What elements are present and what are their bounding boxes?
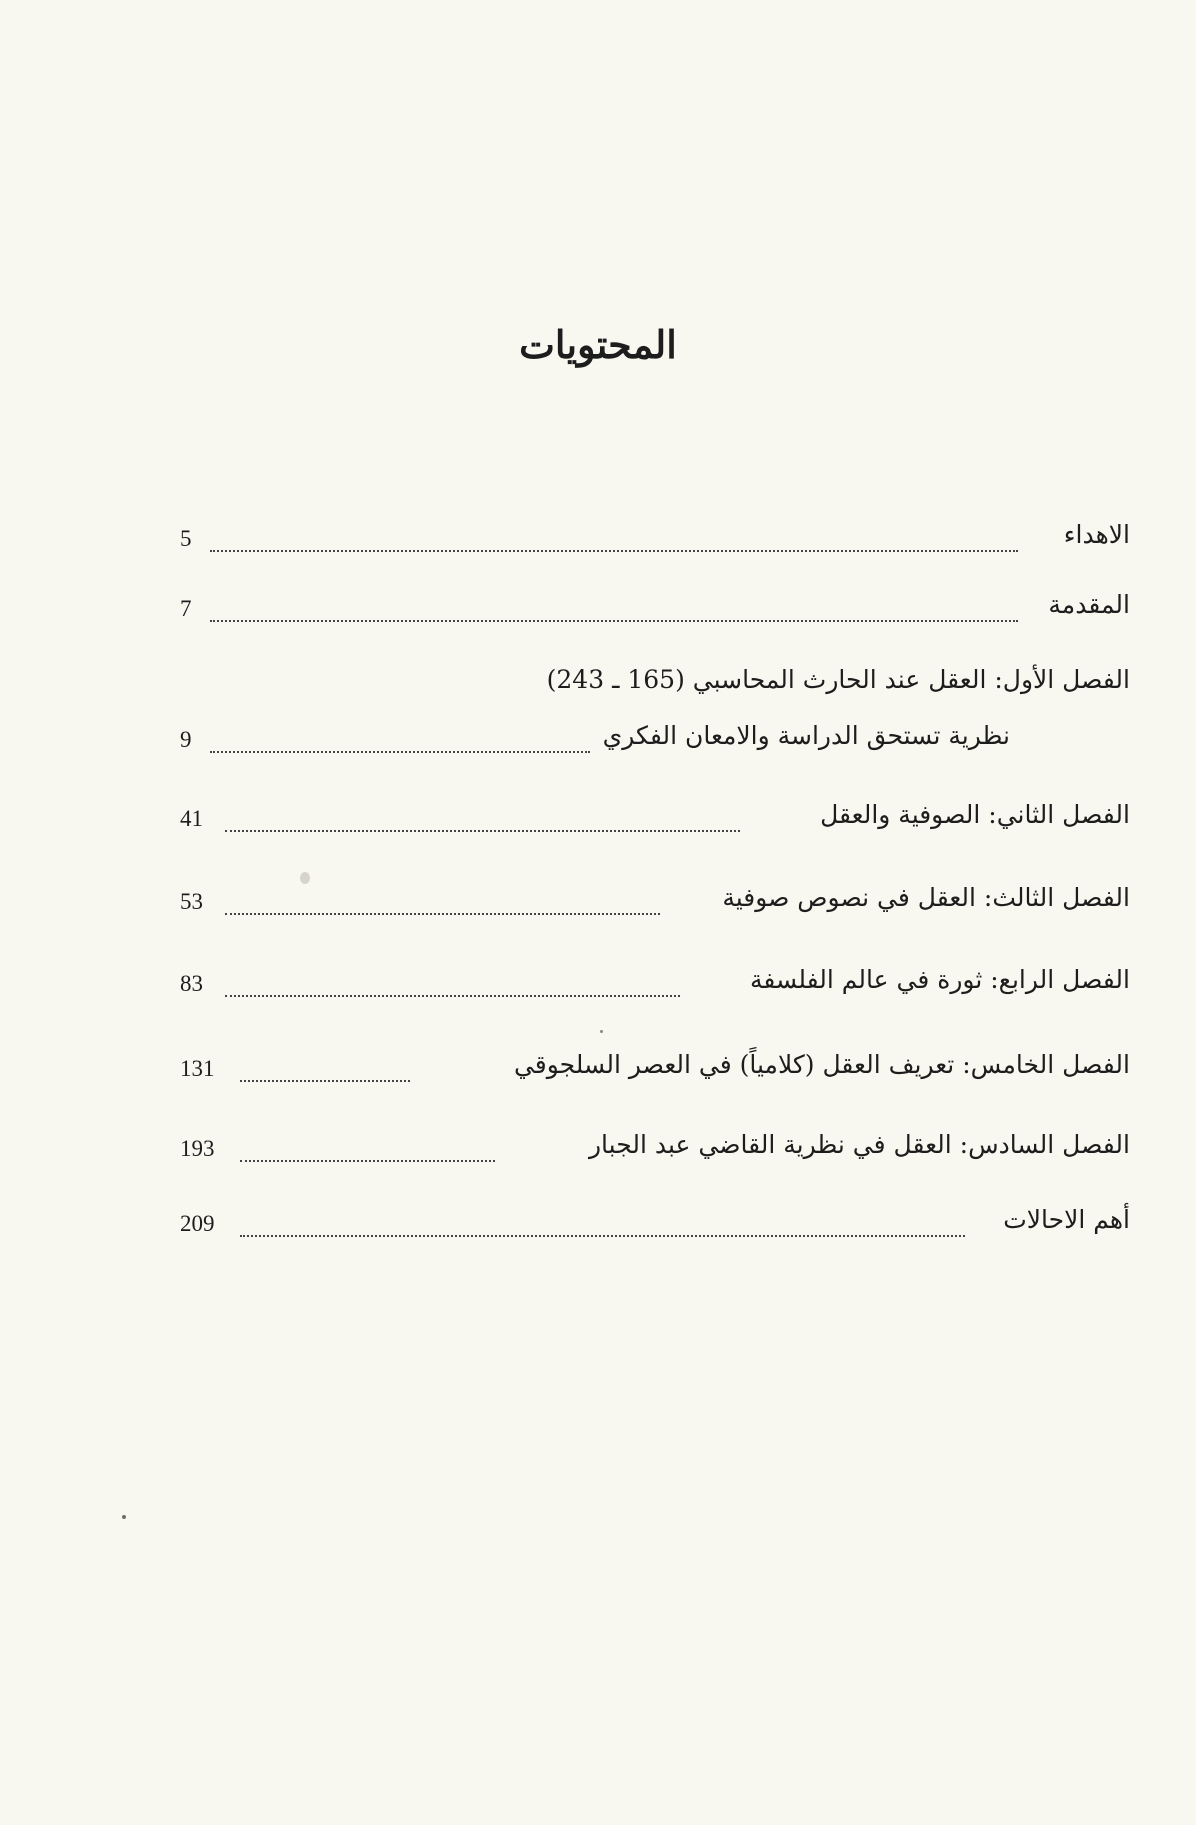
toc-page-number: 9 bbox=[180, 727, 192, 752]
toc-entry-label: المقدمة bbox=[1048, 590, 1130, 619]
toc-page-number: 41 bbox=[180, 806, 203, 831]
dot-leader bbox=[240, 1160, 495, 1162]
toc-entry-chapter-1[interactable] bbox=[180, 665, 1130, 705]
toc-entry-label: الاهداء bbox=[1063, 520, 1130, 549]
toc-page-number: 7 bbox=[180, 596, 192, 621]
toc-entry-label: الفصل الأول: العقل عند الحارث المحاسبي (165 ـ 243) bbox=[546, 665, 1130, 694]
toc-entry-label: أهم الاحالات bbox=[1003, 1205, 1130, 1234]
dot-leader bbox=[240, 1080, 410, 1082]
toc-entry-label: الفصل السادس: العقل في نظرية القاضي عبد الجبار bbox=[588, 1130, 1130, 1159]
dot-leader bbox=[210, 550, 1018, 552]
toc-entry-chapter-5[interactable] bbox=[180, 1050, 1130, 1090]
toc-entry-label: الفصل الثالث: العقل في نصوص صوفية bbox=[722, 883, 1130, 912]
toc-page-number: 131 bbox=[180, 1056, 215, 1081]
page-title: المحتويات bbox=[519, 322, 677, 367]
toc-entry-chapter-3[interactable] bbox=[180, 883, 1130, 923]
toc-entry-chapter-4[interactable] bbox=[180, 965, 1130, 1005]
dot-leader bbox=[225, 995, 680, 997]
toc-entry-label: الفصل الرابع: ثورة في عالم الفلسفة bbox=[749, 965, 1130, 994]
toc-entry-introduction[interactable] bbox=[180, 590, 1130, 630]
paper-speck bbox=[122, 1515, 126, 1519]
toc-page-number: 209 bbox=[180, 1211, 215, 1236]
toc-entry-label: الفصل الثاني: الصوفية والعقل bbox=[820, 800, 1130, 829]
toc-page-number: 193 bbox=[180, 1136, 215, 1161]
dot-leader bbox=[210, 751, 590, 753]
dot-leader bbox=[210, 620, 1018, 622]
paper-speck bbox=[600, 1030, 603, 1033]
toc-entry-chapter-1-subtitle[interactable] bbox=[180, 721, 1130, 761]
dot-leader bbox=[225, 913, 660, 915]
toc-entry-chapter-6[interactable] bbox=[180, 1130, 1130, 1170]
toc-page-number: 53 bbox=[180, 889, 203, 914]
dot-leader bbox=[225, 830, 740, 832]
toc-page-number: 5 bbox=[180, 526, 192, 551]
toc-entry-dedication[interactable] bbox=[180, 520, 1130, 560]
toc-entry-chapter-2[interactable] bbox=[180, 800, 1130, 840]
toc-entry-sublabel: نظرية تستحق الدراسة والامعان الفكري bbox=[602, 721, 1010, 750]
toc-entry-label: الفصل الخامس: تعريف العقل (كلامياً) في العصر السلجوقي bbox=[513, 1050, 1130, 1079]
dot-leader bbox=[240, 1235, 965, 1237]
toc-entry-references[interactable] bbox=[180, 1205, 1130, 1245]
toc-page-number: 83 bbox=[180, 971, 203, 996]
paper-speck bbox=[300, 872, 310, 884]
